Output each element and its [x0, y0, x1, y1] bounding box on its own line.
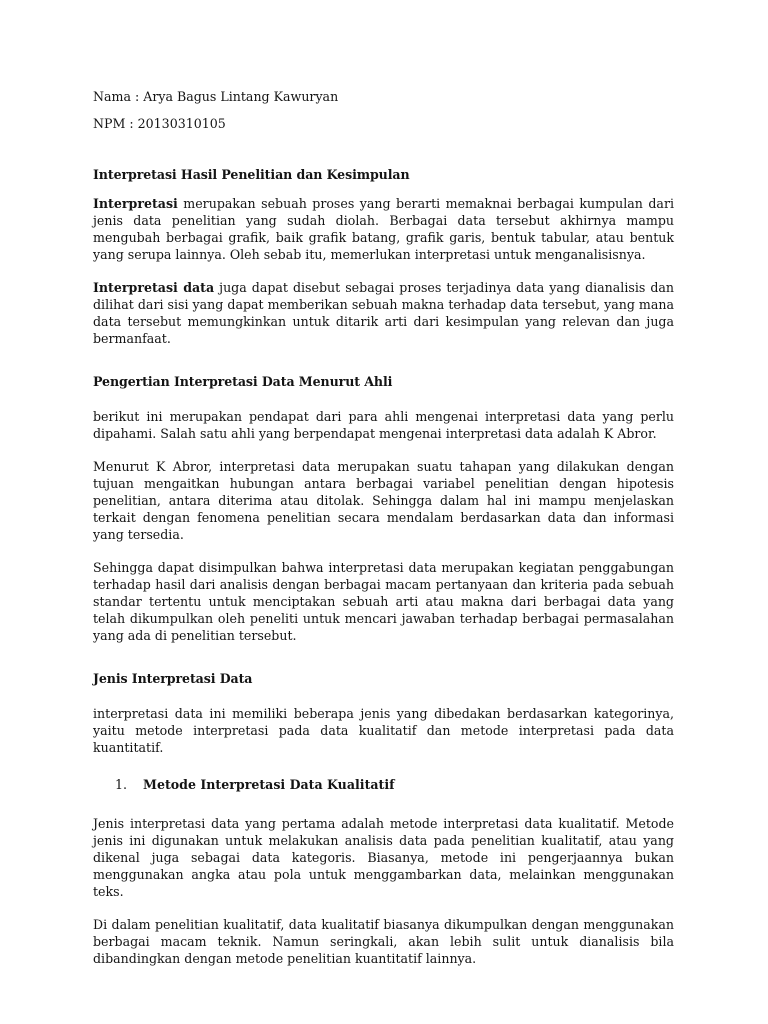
- document-page: [93, 88, 674, 983]
- paragraph-pengertian-3: Sehingga dapat disimpulkan bahwa interpretasi data merupakan kegiatan penggabungan terhadap hasil dari analisis dengan berbagai macam pertanyaan dan kriteria pada sebuah standar tertentu untuk menciptakan sebuah arti atau makna dari berbagai data yang telah dikumpulkan oleh peneliti untuk mencari jawaban terhadap berbagai permasalahan yang ada di penelitian tersebut.: [93, 560, 674, 643]
- paragraph-interpretasi-1: [93, 195, 674, 263]
- paragraph-kualitatif-1: Jenis interpretasi data yang pertama adalah metode interpretasi data kualitatif. Metode jenis ini digunakan untuk melakukan analisis data pada penelitian kualitatif, atau yang dikenal juga sebagai data kategoris. Biasanya, metode ini pengerjaannya bukan menggunakan angka atau pola untuk menggambarkan data, melainkan menggunakan teks.: [93, 816, 674, 899]
- list-number: 1.: [115, 777, 128, 792]
- section-title-interpretasi: Interpretasi Hasil Penelitian dan Kesimpulan: [93, 167, 410, 182]
- list-item-title: Metode Interpretasi Data Kualitatif: [143, 777, 395, 792]
- paragraph-interpretasi-2: [93, 279, 674, 347]
- paragraph-jenis-1: interpretasi data ini memiliki beberapa jenis yang dibedakan berdasarkan kategorinya, yaitu metode interpretasi pada data kualitatif dan metode interpretasi pada data kuantitatif.: [93, 706, 674, 755]
- section-title-pengertian: Pengertian Interpretasi Data Menurut Ahli: [93, 374, 393, 389]
- section-title-jenis: Jenis Interpretasi Data: [93, 671, 253, 686]
- paragraph-text: juga dapat disebut sebagai proses terjadinya data yang dianalisis dan dilihat dari sisi yang dapat memberikan sebuah makna terhadap data tersebut, yang mana data tersebut memungkinkan untuk ditarik arti dari kesimpulan yang relevan dan juga bermanfaat.: [93, 280, 674, 346]
- paragraph-kualitatif-2: Di dalam penelitian kualitatif, data kualitatif biasanya dikumpulkan dengan menggunakan berbagai macam teknik. Namun seringkali, akan lebih sulit untuk dianalisis bila dibandingkan dengan metode penelitian kuantitatif lainnya.: [93, 917, 674, 966]
- student-npm: NPM : 20130310105: [93, 116, 226, 131]
- term-interpretasi: Interpretasi: [93, 196, 178, 211]
- student-name: Nama : Arya Bagus Lintang Kawuryan: [93, 89, 339, 104]
- list-item-kualitatif: [93, 776, 674, 793]
- term-interpretasi-data: Interpretasi data: [93, 280, 215, 295]
- paragraph-text: merupakan sebuah proses yang berarti memaknai berbagai kumpulan dari jenis data penelitian yang sudah diolah. Berbagai data tersebut akhirnya mampu mengubah berbagai grafik, baik grafik batang, grafik garis, bentuk tabular, atau bentuk yang serupa lainnya. Oleh sebab itu, memerlukan interpretasi untuk menganalisisnya.: [93, 196, 674, 262]
- paragraph-pengertian-1: berikut ini merupakan pendapat dari para ahli mengenai interpretasi data yang perlu dipahami. Salah satu ahli yang berpendapat mengenai interpretasi data adalah K Abror.: [93, 409, 674, 441]
- paragraph-pengertian-2: Menurut K Abror, interpretasi data merupakan suatu tahapan yang dilakukan dengan tujuan mengaitkan hubungan antara berbagai variabel penelitian dengan hipotesis penelitian, antara diterima atau ditolak. Sehingga dalam hal ini mampu menjelaskan terkait dengan fenomena penelitian secara mendalam berdasarkan data dan informasi yang tersedia.: [93, 459, 674, 542]
